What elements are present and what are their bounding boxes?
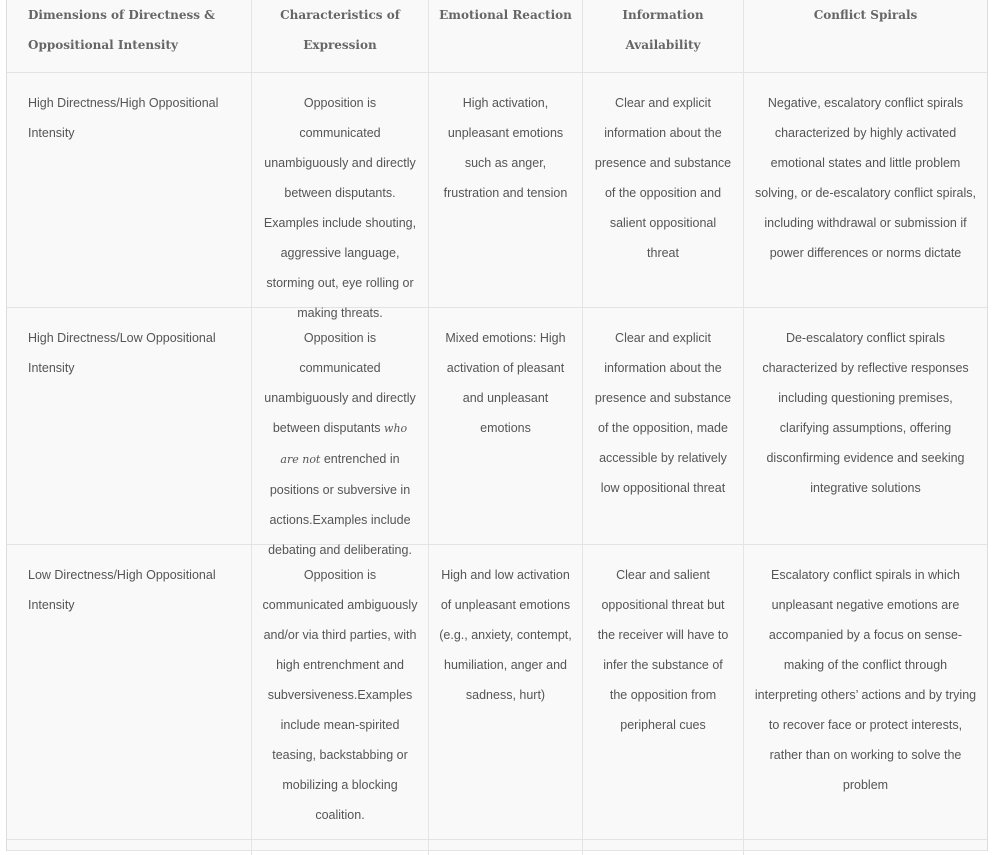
- header-conflict-spirals: Conflict Spirals: [743, 0, 987, 72]
- header-expression: Characteristics of Expression: [251, 0, 428, 72]
- expression-text-before: Opposition is communicated unambiguously and directly between disputants: [264, 331, 416, 435]
- cell-expression: Opposition is communicated ambiguously and/or via third parties, with high entrenchment and subversiveness.Examples include mean-spirited teasing, backstabbing or mobilizing a blocking coalition.: [251, 545, 428, 839]
- cell-expression: Opposition is communicated unambiguously and directly between disputants. Examples include shouting, aggressive language, storming out, eye rolling or making threats.: [251, 73, 428, 307]
- empty-cell: [582, 840, 743, 855]
- cell-spirals: Escalatory conflict spirals in which unpleasant negative emotions are accompanied by a focus on sense-making of the conflict through interpreting others’ actions and by trying to recover face or protect interests, rather than on working to solve the problem: [743, 545, 987, 839]
- table-row: [7, 73, 987, 320]
- expression-text-after: entrenched in positions or subversive in actions.Examples include debating and deliberating.: [268, 452, 412, 557]
- header-dimensions: Dimensions of Directness & Oppositional Intensity: [28, 8, 215, 52]
- cell-emotion: High and low activation of unpleasant emotions (e.g., anxiety, contempt, humiliation, anger and sadness, hurt): [428, 545, 582, 839]
- cell-spirals: Negative, escalatory conflict spirals characterized by highly activated emotional states and little problem solving, or de-escalatory conflict spirals, including withdrawal or submission if power differences or norms dictate: [743, 73, 987, 307]
- cell-emotion: High activation, unpleasant emotions such as anger, frustration and tension: [428, 73, 582, 307]
- cell-information: Clear and salient oppositional threat but the receiver will have to infer the substance of the opposition from peripheral cues: [582, 545, 743, 839]
- empty-cell: [251, 840, 428, 855]
- table-row: [7, 308, 987, 557]
- conflict-dimensions-table: [6, 0, 988, 851]
- header-information-availability: Information Availability: [582, 0, 743, 72]
- table-row: [7, 545, 987, 840]
- expression-emphasis: who are not: [280, 422, 408, 466]
- cell-emotion: Mixed emotions: High activation of pleasant and unpleasant emotions: [428, 308, 582, 544]
- header-emotional-reaction: Emotional Reaction: [428, 0, 582, 72]
- cell-expression: [251, 308, 428, 557]
- cell-information: Clear and explicit information about the presence and substance of the opposition, made accessible by relatively low oppositional threat: [582, 308, 743, 544]
- cell-information: Clear and explicit information about the presence and substance of the opposition and salient oppositional threat: [582, 73, 743, 307]
- empty-cell: [743, 840, 987, 855]
- cell-spirals: De-escalatory conflict spirals characterized by reflective responses including questioning premises, clarifying assumptions, offering disconfirming evidence and seeking integrative solutions: [743, 308, 987, 544]
- cell-dimension: High Directness/High Oppositional Intensity: [28, 96, 219, 140]
- cell-dimension: High Directness/Low Oppositional Intensity: [28, 331, 216, 375]
- table-header-row: [7, 0, 987, 73]
- empty-cell: [428, 840, 582, 855]
- empty-cell: [7, 840, 251, 855]
- cell-dimension: Low Directness/High Oppositional Intensity: [28, 568, 216, 612]
